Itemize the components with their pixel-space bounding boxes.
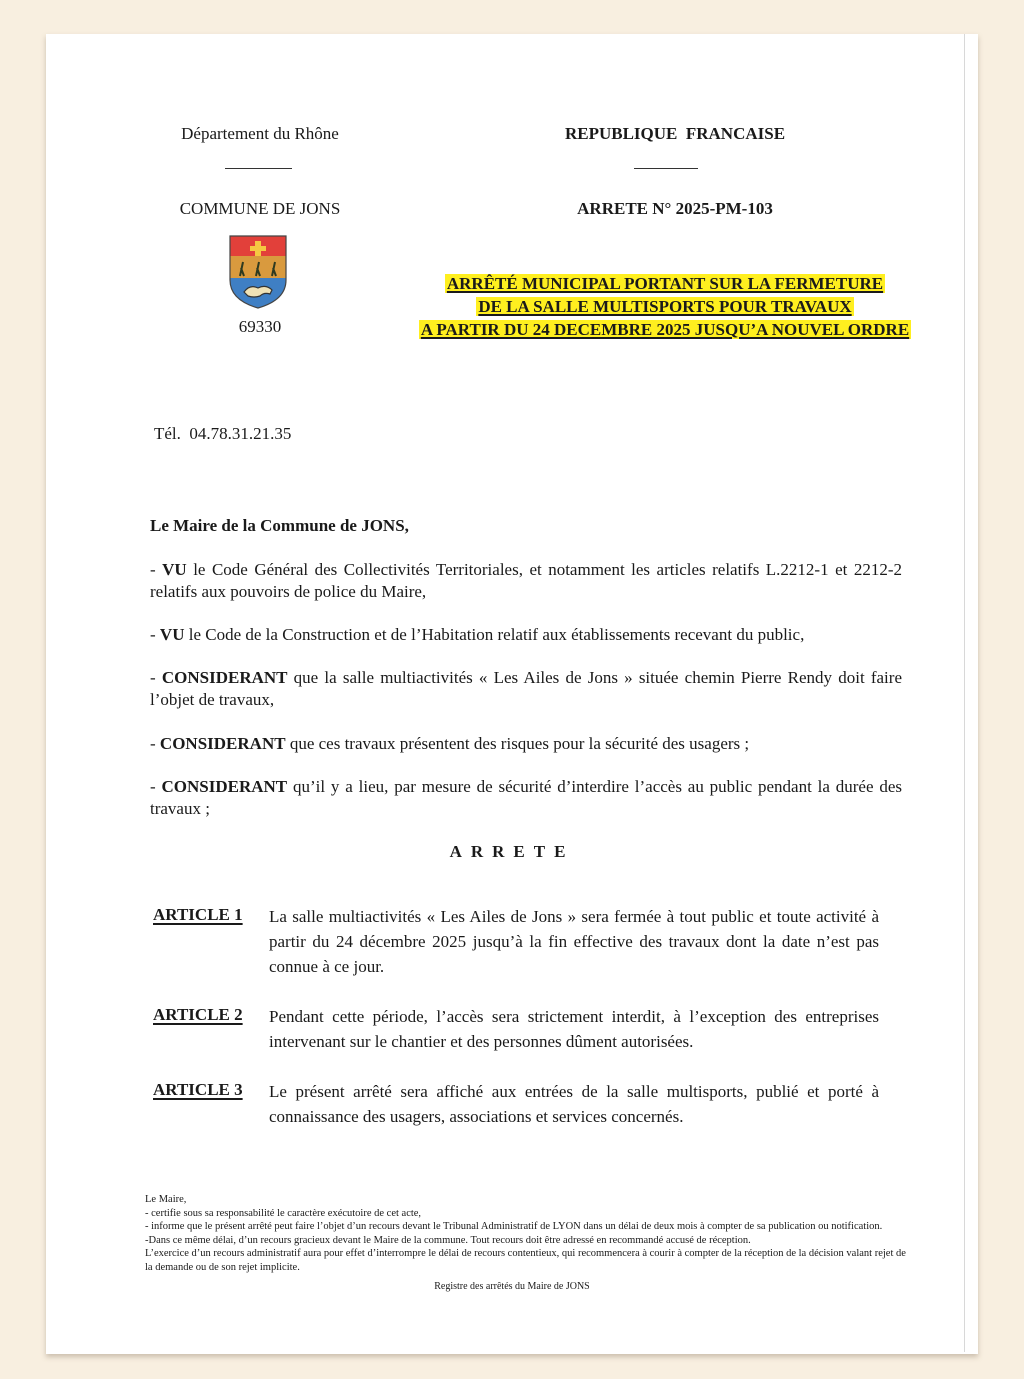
- commune-label: COMMUNE DE JONS: [179, 199, 341, 218]
- article-text: Le présent arrêté sera affiché aux entrées de la salle multisports, publié et porté à connaissance des usagers, associations et services concernés.: [269, 1082, 879, 1126]
- preamble-item: [150, 776, 902, 820]
- republic-label: REPUBLIQUE FRANCAISE: [564, 124, 786, 143]
- coat-of-arms-icon: [228, 234, 288, 310]
- article-text: Pendant cette période, l’accès sera strictement interdit, à l’exception des entreprises intervenant sur le chantier et des personnes dûment autorisées.: [269, 1007, 879, 1051]
- arrete-number: ARRETE N° 2025-PM-103: [577, 199, 773, 218]
- preamble-item: [150, 667, 902, 711]
- preamble-text: le Code de la Construction et de l’Habitation relatif aux établissements recevant du public,: [184, 625, 805, 644]
- article-label: ARTICLE 2: [153, 1005, 243, 1024]
- title-line: DE LA SALLE MULTISPORTS POUR TRAVAUX: [478, 297, 852, 316]
- footer-line: - informe que le présent arrêté peut faire l’objet d’un recours devant le Tribunal Administratif de LYON dans un délai de deux mois à compter de sa publication ou notification.: [145, 1221, 883, 1232]
- preamble-keyword: CONSIDERANT: [159, 734, 286, 753]
- legal-footer: [145, 1193, 915, 1274]
- title-line: A PARTIR DU 24 DECEMBRE 2025 JUSQU’A NOUVEL ORDRE: [420, 320, 910, 339]
- department-label: Département du Rhône: [181, 124, 339, 143]
- preamble-intro: Le Maire de la Commune de JONS,: [150, 516, 409, 535]
- article-label: ARTICLE 3: [153, 1080, 243, 1099]
- phone-number: Tél. 04.78.31.21.35: [154, 424, 292, 443]
- arrete-heading: ARRETE: [449, 842, 575, 861]
- preamble-text: le Code Général des Collectivités Territoriales, et notamment les articles relatifs L.2212-1 et 2212-2 relatifs aux pouvoirs de police du Maire,: [150, 560, 902, 601]
- preamble-keyword: CONSIDERANT: [161, 777, 288, 796]
- left-divider: [225, 168, 292, 169]
- footer-line: L’exercice d’un recours administratif aura pour effet d’interrompre le délai de recours contentieux, qui recommencera à courir à compter de la réception de la décision valant rejet de la demande ou de son rejet implicite.: [145, 1248, 906, 1273]
- preamble-keyword: VU: [159, 625, 185, 644]
- preamble-text: qu’il y a lieu, par mesure de sécurité d’interdire l’accès au public pendant la durée des travaux ;: [150, 777, 902, 818]
- document-title: [380, 272, 950, 341]
- preamble-text: que la salle multiactivités « Les Ailes de Jons » située chemin Pierre Rendy doit faire l’objet de travaux,: [150, 668, 902, 709]
- preamble-keyword: CONSIDERANT: [161, 668, 288, 687]
- article-text: La salle multiactivités « Les Ailes de Jons » sera fermée à tout public et toute activité à partir du 24 décembre 2025 jusqu’à la fin effective des travaux dont la date n’est pas connue à ce jour.: [269, 907, 879, 976]
- bullet-prefix: -: [150, 625, 160, 644]
- bullet-prefix: -: [150, 668, 162, 687]
- registre-label: Registre des arrêtés du Maire de JONS: [434, 1281, 590, 1292]
- bullet-prefix: -: [150, 560, 163, 579]
- right-divider: [634, 168, 698, 169]
- preamble-item: [150, 624, 902, 646]
- footer-line: - certifie sous sa responsabilité le caractère exécutoire de cet acte,: [145, 1207, 422, 1219]
- preamble-text: que ces travaux présentent des risques pour la sécurité des usagers ;: [285, 734, 750, 753]
- bullet-prefix: -: [150, 777, 162, 796]
- preamble-item: [150, 733, 902, 755]
- footer-line: -Dans ce même délai, d’un recours gracieux devant le Maire de la commune. Tout recours doit être adressé en recommandé accusé de réception.: [145, 1234, 751, 1246]
- article-label: ARTICLE 1: [153, 905, 243, 924]
- title-line: ARRÊTÉ MUNICIPAL PORTANT SUR LA FERMETURE: [446, 274, 884, 293]
- postal-code: 69330: [238, 317, 282, 336]
- preamble-item: [150, 559, 902, 603]
- preamble-keyword: VU: [162, 560, 187, 579]
- bullet-prefix: -: [150, 734, 160, 753]
- page-edge: [964, 34, 965, 1352]
- footer-line: Le Maire,: [145, 1194, 187, 1205]
